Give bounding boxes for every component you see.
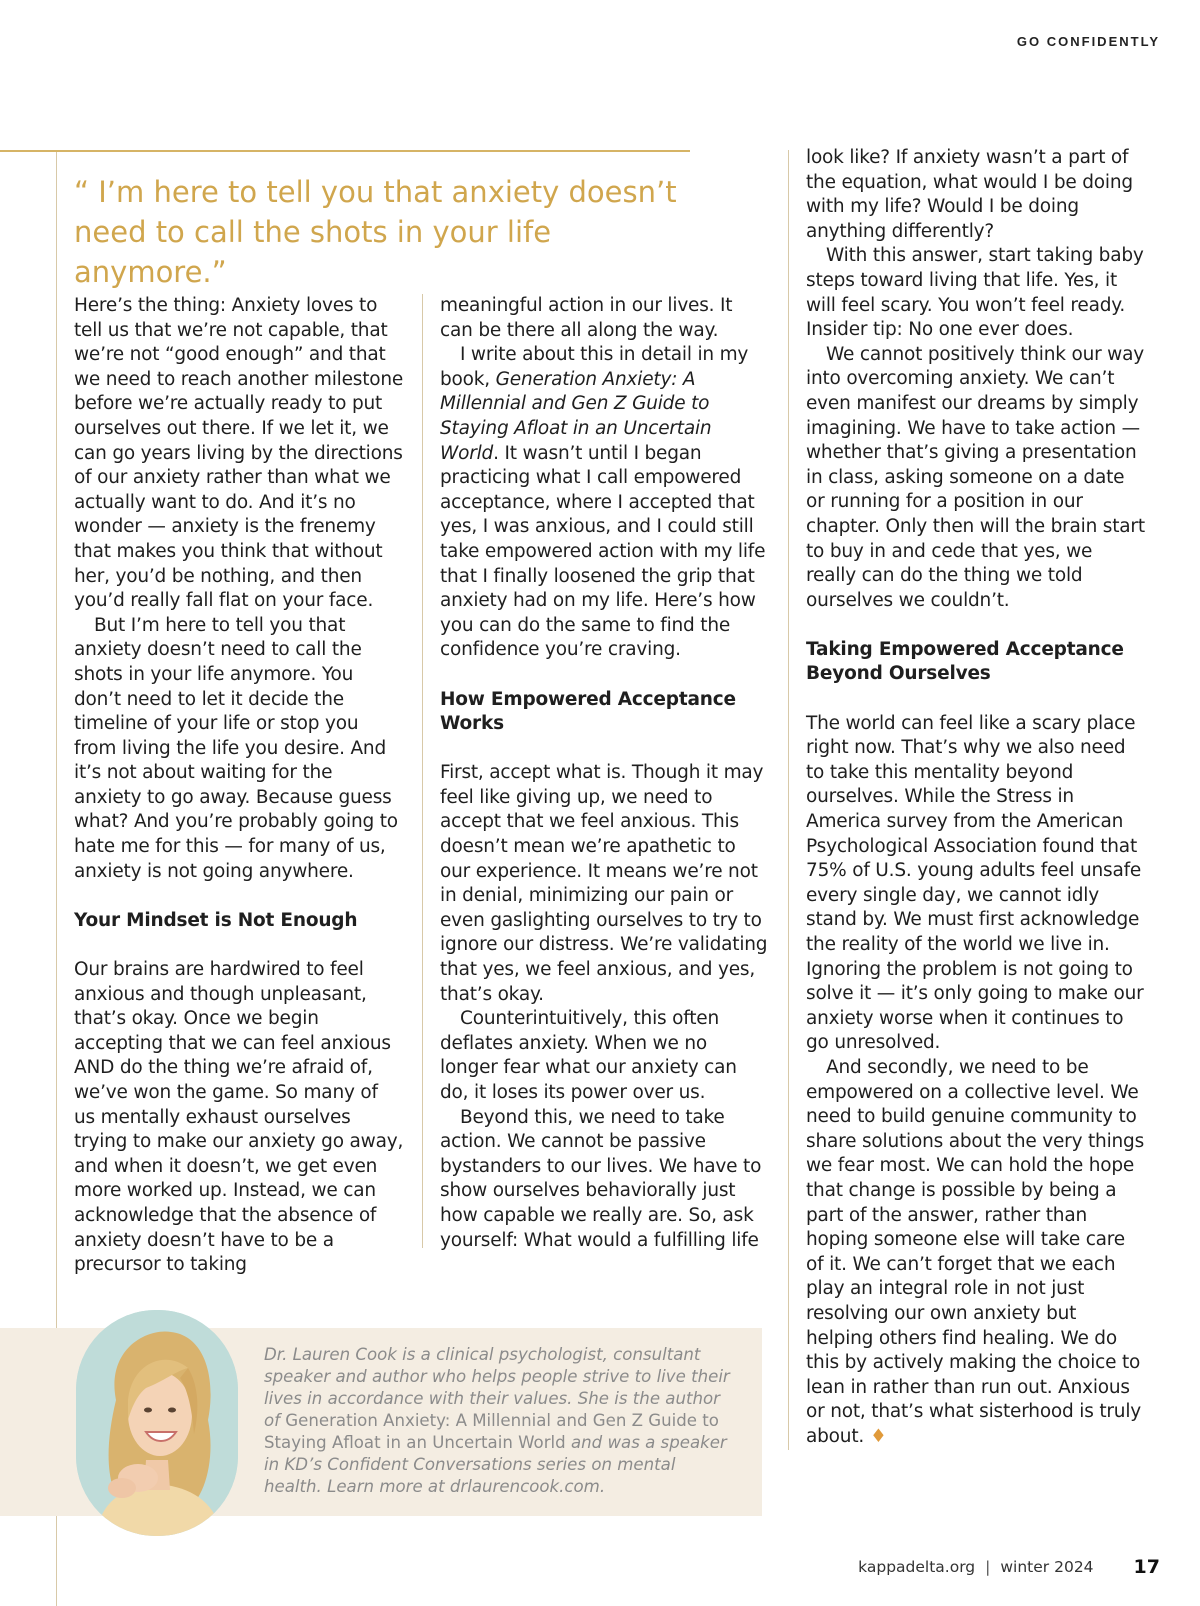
author-portrait-illustration xyxy=(76,1310,238,1536)
paragraph: We cannot positively think our way into overcoming anxiety. We can’t even manifest our dreams by simply imagining. We have to take action — whether that’s giving a presentation in class, asking someone on a date or running for a position in our chapter. Only then will the brain start to buy in and cede that yes, we really can do the thing we told ourselves we couldn’t. xyxy=(806,343,1145,611)
paragraph: With this answer, start taking baby steps toward living that life. Yes, it will feel scary. You won’t feel ready. Insider tip: No one ever does. xyxy=(806,245,1144,341)
pull-quote: “ I’m here to tell you that anxiety doesn’t need to call the shots in your life anymore.” xyxy=(74,175,677,289)
paragraph-text: And secondly, we need to be empowered on a collective level. We need to build genuine community to share solutions about the very things we fear most. We can hold the hope that change is possible by being a part of the answer, rather than hoping someone else will take care of it. We can’t forget that we each play an integral role in not just resolving our own anxiety but helping others find healing. We do this by actively making the choice to lean in rather than run out. Anxious or not, that’s what sisterhood is truly about. xyxy=(806,1056,1145,1447)
paragraph: Counterintuitively, this often deflates anxiety. When we no longer fear what our anxiety can do, it loses its power over us. xyxy=(440,1008,737,1103)
footer-issue: winter 2024 xyxy=(1000,1558,1094,1576)
article-column-3 xyxy=(806,146,1146,1449)
article-column-2 xyxy=(440,294,770,1253)
page-footer xyxy=(858,1556,1160,1578)
paragraph-text: . It wasn’t until I began practicing what I call empowered acceptance, where I accepted that yes, I was anxious, and I could still take empowered action with my life that I finally loosened the grip that anxiety had on my life. Here’s how you can do the same to find the confidence you’re craving. xyxy=(440,442,766,661)
section-heading: Your Mindset is Not Enough xyxy=(74,909,358,931)
article-column-1 xyxy=(74,294,404,1278)
author-photo xyxy=(76,1310,238,1536)
section-heading: Taking Empowered Acceptance Beyond Ourselves xyxy=(806,638,1124,685)
section-heading: How Empowered Acceptance Works xyxy=(440,688,736,735)
paragraph: look like? If anxiety wasn’t a part of the equation, what would I be doing with my life? Would I be doing anything differently? xyxy=(806,147,1133,242)
section-label: GO CONFIDENTLY xyxy=(1016,34,1160,49)
paragraph: Beyond this, we need to take action. We cannot be passive bystanders to our lives. We have to show ourselves behaviorally just how capable we really are. So, ask yourself: What would a fulfilling life xyxy=(440,1106,762,1251)
pull-quote-rule xyxy=(0,150,690,152)
paragraph: First, accept what is. Though it may feel like giving up, we need to accept that we feel anxious. This doesn’t mean we’re apathetic to our experience. It means we’re not in denial, minimizing our pain or even gaslighting ourselves to try to ignore our distress. We’re validating that yes, we feel anxious, and yes, that’s okay. xyxy=(440,762,768,1005)
paragraph-text: I write about this in detail in my book, xyxy=(440,344,749,390)
column-divider xyxy=(788,150,789,1450)
bio-text: and was a speaker in KD’s Confident Conversations series on mental health. Learn more at drlaurencook.com. xyxy=(264,1433,727,1496)
end-mark-diamond-icon: ♦ xyxy=(870,1425,887,1447)
paragraph: But I’m here to tell you that anxiety doesn’t need to call the shots in your life anymore. You don’t need to let it decide the timeline of your life or stop you from living the life you desire. And it’s not about waiting for the anxiety to go away. Because guess what? And you’re probably going to hate me for this — for many of us, anxiety is not going anywhere. xyxy=(74,614,398,882)
author-bio xyxy=(264,1344,734,1498)
paragraph xyxy=(440,343,770,663)
paragraph: Here’s the thing: Anxiety loves to tell us that we’re not capable, that we’re not “good enough” and that we need to reach another milestone before we’re actually ready to put ourselves out there. If we let it, we can go years living by the directions of our anxiety rather than what we actually want to do. And it’s no wonder — anxiety is the frenemy that makes you think that without her, you’d be nothing, and then you’d really fall flat on your face. xyxy=(74,295,404,612)
paragraph xyxy=(806,1056,1146,1450)
book-title: Generation Anxiety: A Millennial and Gen Z Guide to Staying Afloat in an Uncertain World xyxy=(440,368,712,464)
column-divider xyxy=(422,294,423,1248)
bio-text: Dr. Lauren Cook is a clinical psychologist, consultant speaker and author who helps people strive to live their lives in accordance with their values. She is the author of xyxy=(264,1345,730,1430)
paragraph: meaningful action in our lives. It can be there all along the way. xyxy=(440,295,733,341)
bio-book-title: Generation Anxiety: A Millennial and Gen Z Guide to Staying Afloat in an Uncertain World xyxy=(264,1411,719,1452)
paragraph: Our brains are hardwired to feel anxious and though unpleasant, that’s okay. Once we begin accepting that we can feel anxious AND do the thing we’re afraid of, we’ve won the game. So many of us mentally exhaust ourselves trying to make our anxiety go away, and when it doesn’t, we get even more worked up. Instead, we can acknowledge that the absence of anxiety doesn’t have to be a precursor to taking xyxy=(74,959,404,1276)
footer-site: kappadelta.org xyxy=(858,1558,976,1576)
page-number: 17 xyxy=(1133,1556,1160,1578)
paragraph: The world can feel like a scary place right now. That’s why we also need to take this mentality beyond ourselves. While the Stress in America survey from the American Psychological Association found that 75% of U.S. young adults feel unsafe every single day, we cannot idly stand by. We must first acknowledge the reality of the world we live in. Ignoring the problem is not going to solve it — it’s only going to make our anxiety worse when it continues to go unresolved. xyxy=(806,712,1144,1054)
footer-separator: | xyxy=(985,1558,991,1576)
